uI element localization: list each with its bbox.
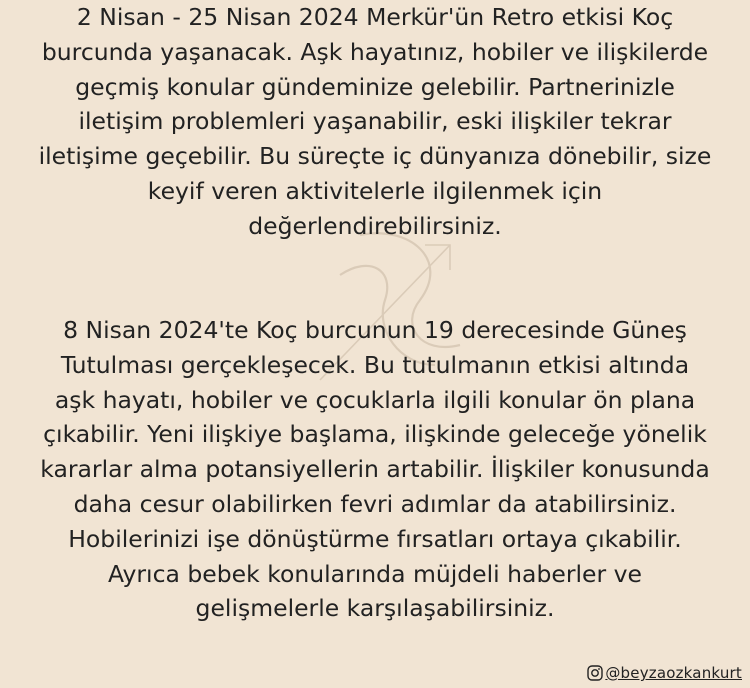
text-line: burcunda yaşanacak. Aşk hayatınız, hobiler ve ilişkilerde [41, 37, 709, 66]
text-line: gelişmelerle karşılaşabilirsiniz. [195, 594, 555, 623]
text-line: 2 Nisan - 25 Nisan 2024 Merkür'ün Retro etkisi Koç [76, 3, 674, 31]
text-line: Tutulması gerçekleşecek. Bu tutulmanın etkisi altında [60, 350, 690, 379]
text-line: iletişime geçebilir. Bu süreçte iç dünyanıza dönebilir, size [38, 142, 712, 171]
paragraph-solar-eclipse [0, 313, 750, 626]
text-line: iletişim problemleri yaşanabilir, eski ilişkiler tekrar [78, 107, 672, 136]
instagram-icon [587, 665, 603, 681]
paragraph-mercury-retrograde [0, 0, 750, 244]
text-line: geçmiş konular gündeminize gelebilir. Partnerinizle [75, 72, 675, 101]
text-line: 8 Nisan 2024'te Koç burcunun 19 derecesinde Güneş [63, 316, 687, 344]
text-line: değerlendirebilirsiniz. [248, 211, 502, 240]
text-line: Ayrıca bebek konularında müjdeli haberler ve [108, 559, 642, 588]
author-handle-link[interactable]: @beyzaozkankurt [605, 664, 742, 682]
text-line: kararlar alma potansiyellerin artabilir. İlişkiler konusunda [40, 455, 710, 484]
text-line: aşk hayatı, hobiler ve çocuklarla ilgili konular ön plana [54, 385, 696, 414]
text-line: keyif veren aktivitelerle ilgilenmek için [147, 176, 603, 205]
text-line: daha cesur olabilirken fevri adımlar da atabilirsiniz. [73, 489, 677, 518]
author-credit[interactable] [587, 664, 742, 682]
text-line: çıkabilir. Yeni ilişkiye başlama, ilişkinde geleceğe yönelik [43, 420, 707, 449]
text-line: Hobilerinizi işe dönüştürme fırsatları ortaya çıkabilir. [68, 524, 682, 553]
